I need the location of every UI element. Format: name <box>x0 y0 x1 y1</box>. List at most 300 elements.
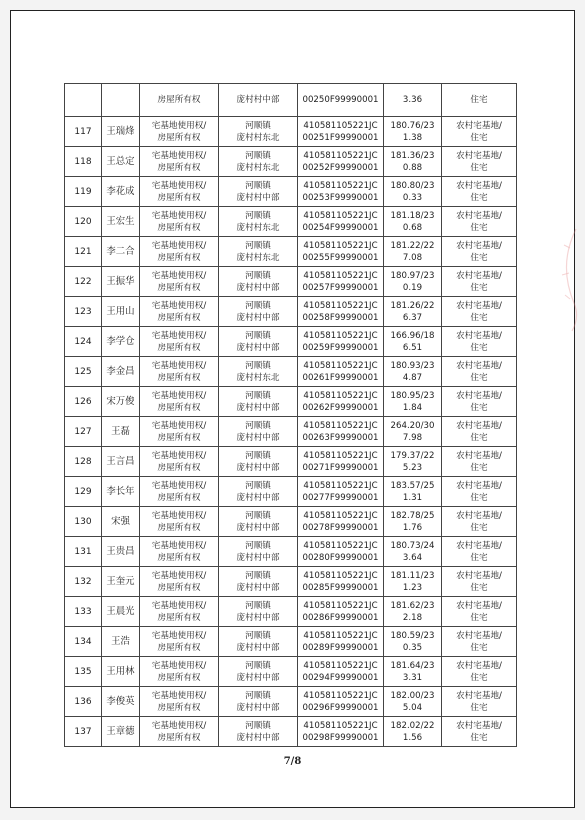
location-line-2: 庞村村中部 <box>236 402 280 413</box>
right-type <box>140 507 219 537</box>
table-row <box>65 357 517 387</box>
table-row <box>65 327 517 357</box>
owner-name <box>102 297 140 327</box>
right-type-line-1: 宅基地使用权/ <box>151 180 207 191</box>
right-type-line-2: 房屋所有权 <box>157 732 201 743</box>
area <box>384 657 442 687</box>
area-line-1: 179.37/22 <box>390 450 435 461</box>
area-line-2: 1.38 <box>402 132 423 143</box>
certificate-number-line-1: 410581105221JC <box>303 690 378 701</box>
table-row <box>65 597 517 627</box>
land-use-line-1: 农村宅基地/ <box>456 660 502 671</box>
land-use-line-1: 农村宅基地/ <box>456 450 502 461</box>
land-use-line-2: 住宅 <box>470 492 488 503</box>
land-use-line-2: 住宅 <box>470 282 488 293</box>
row-number-text: 123 <box>74 306 92 317</box>
land-use <box>442 627 517 657</box>
right-type-line-1: 宅基地使用权/ <box>151 510 207 521</box>
right-type <box>140 717 219 747</box>
row-number-text: 117 <box>74 126 92 137</box>
certificate-number: 00250F99990001 <box>298 84 384 117</box>
area-line-1: 182.78/25 <box>390 510 435 521</box>
owner-name-text: 宋强 <box>111 515 130 527</box>
location <box>219 447 298 477</box>
certificate-number-line-1: 410581105221JC <box>303 570 378 581</box>
location <box>219 537 298 567</box>
land-use-line-2: 住宅 <box>470 672 488 683</box>
right-type <box>140 117 219 147</box>
area-line-2: 0.68 <box>402 222 423 233</box>
location-line-1: 河顺镇 <box>245 480 271 491</box>
area-line-2: 2.18 <box>402 612 423 623</box>
area-line-2: 3.31 <box>402 672 423 683</box>
right-type-line-1: 宅基地使用权/ <box>151 630 207 641</box>
location-line-2: 庞村村中部 <box>236 552 280 563</box>
owner-name <box>102 687 140 717</box>
certificate-number-line-1: 410581105221JC <box>303 420 378 431</box>
right-type <box>140 417 219 447</box>
location <box>219 717 298 747</box>
owner-name <box>102 597 140 627</box>
right-type <box>140 207 219 237</box>
owner-name <box>102 207 140 237</box>
land-use-line-2: 住宅 <box>470 312 488 323</box>
land-use <box>442 267 517 297</box>
certificate-number <box>298 177 384 207</box>
certificate-number-line-2: 00257F99990001 <box>302 282 379 293</box>
land-use-line-2: 住宅 <box>470 162 488 173</box>
row-number <box>65 267 102 297</box>
row-number-text: 125 <box>74 366 92 377</box>
land-use <box>442 297 517 327</box>
location-line-2: 庞村村东北 <box>236 222 280 233</box>
land-use-line-1: 农村宅基地/ <box>456 720 502 731</box>
land-use <box>442 447 517 477</box>
location-line-2: 庞村村中部 <box>236 342 280 353</box>
area-line-1: 180.76/23 <box>390 120 435 131</box>
location-line-2: 庞村村中部 <box>236 672 280 683</box>
row-number-text: 132 <box>74 576 92 587</box>
certificate-number-line-1: 410581105221JC <box>303 450 378 461</box>
land-use <box>442 387 517 417</box>
row-number-text: 135 <box>74 666 92 677</box>
table-row <box>65 477 517 507</box>
area-line-1: 182.00/23 <box>390 690 435 701</box>
row-number <box>65 687 102 717</box>
owner-name-text: 李俊英 <box>106 695 135 707</box>
location-line-1: 河顺镇 <box>245 660 271 671</box>
row-number <box>65 147 102 177</box>
certificate-number-line-1: 410581105221JC <box>303 150 378 161</box>
location-line-2: 庞村村中部 <box>236 432 280 443</box>
land-use <box>442 207 517 237</box>
right-type <box>140 537 219 567</box>
row-number <box>65 357 102 387</box>
location-line-1: 河顺镇 <box>245 630 271 641</box>
certificate-number <box>298 687 384 717</box>
row-number <box>65 627 102 657</box>
area-line-1: 166.96/18 <box>390 330 435 341</box>
row-number <box>65 207 102 237</box>
area <box>384 597 442 627</box>
table-row <box>65 417 517 447</box>
certificate-number-line-2: 00259F99990001 <box>302 342 379 353</box>
certificate-number <box>298 207 384 237</box>
owner-name <box>102 417 140 447</box>
area-line-2: 6.51 <box>402 342 423 353</box>
right-type <box>140 627 219 657</box>
land-use-line-2: 住宅 <box>470 552 488 563</box>
location-line-1: 河顺镇 <box>245 120 271 131</box>
land-use <box>442 477 517 507</box>
certificate-number-line-2: 00278F99990001 <box>302 522 379 533</box>
row-number <box>65 177 102 207</box>
seal-stamp-fragment <box>552 225 582 335</box>
right-type <box>140 687 219 717</box>
land-use-line-1: 农村宅基地/ <box>456 270 502 281</box>
owner-name-text: 王奎元 <box>106 575 135 587</box>
location-line-2: 庞村村中部 <box>236 702 280 713</box>
area-line-1: 181.64/23 <box>390 660 435 671</box>
right-type-line-2: 房屋所有权 <box>157 672 201 683</box>
area-line-1: 180.93/23 <box>390 360 435 371</box>
location <box>219 687 298 717</box>
table-row <box>65 267 517 297</box>
location-line-2: 庞村村中部 <box>236 522 280 533</box>
certificate-number-line-2: 00286F99990001 <box>302 612 379 623</box>
certificate-number-line-2: 00258F99990001 <box>302 312 379 323</box>
right-type <box>140 387 219 417</box>
certificate-number <box>298 297 384 327</box>
location-line-1: 河顺镇 <box>245 270 271 281</box>
right-type-line-2: 房屋所有权 <box>157 432 201 443</box>
certificate-number-line-2: 00252F99990001 <box>302 162 379 173</box>
area-line-2: 1.31 <box>402 492 423 503</box>
owner-name-text: 王振华 <box>106 275 135 287</box>
area-line-1: 181.22/22 <box>390 240 435 251</box>
right-type-line-2: 房屋所有权 <box>157 252 201 263</box>
right-type-line-2: 房屋所有权 <box>157 282 201 293</box>
certificate-number-line-1: 410581105221JC <box>303 720 378 731</box>
area-line-2: 0.33 <box>402 192 423 203</box>
owner-name <box>102 117 140 147</box>
right-type-line-1: 宅基地使用权/ <box>151 120 207 131</box>
owner-name <box>102 84 140 117</box>
right-type-line-1: 宅基地使用权/ <box>151 270 207 281</box>
property-records-table <box>64 83 517 747</box>
right-type-line-2: 房屋所有权 <box>157 702 201 713</box>
owner-name-text: 李金昌 <box>106 365 135 377</box>
location <box>219 567 298 597</box>
area-line-1: 180.80/23 <box>390 180 435 191</box>
owner-name-text: 王用山 <box>106 305 135 317</box>
land-use <box>442 147 517 177</box>
right-type-line-1: 宅基地使用权/ <box>151 390 207 401</box>
row-number-text: 128 <box>74 456 92 467</box>
location-line-1: 河顺镇 <box>245 720 271 731</box>
certificate-number-line-1: 410581105221JC <box>303 180 378 191</box>
certificate-number-line-1: 410581105221JC <box>303 120 378 131</box>
land-use-line-1: 农村宅基地/ <box>456 600 502 611</box>
area-line-1: 180.95/23 <box>390 390 435 401</box>
certificate-number-line-1: 410581105221JC <box>303 510 378 521</box>
right-type-line-2: 房屋所有权 <box>157 222 201 233</box>
right-type <box>140 147 219 177</box>
right-type-line-1: 宅基地使用权/ <box>151 360 207 371</box>
right-type-line-1: 宅基地使用权/ <box>151 480 207 491</box>
owner-name-text: 王用林 <box>106 665 135 677</box>
land-use-line-2: 住宅 <box>470 642 488 653</box>
area-line-2: 1.56 <box>402 732 423 743</box>
area-line-2: 6.37 <box>402 312 423 323</box>
land-use-line-2: 住宅 <box>470 462 488 473</box>
location-line-2: 庞村村中部 <box>236 642 280 653</box>
certificate-number-line-2: 00289F99990001 <box>302 642 379 653</box>
right-type-line-2: 房屋所有权 <box>157 162 201 173</box>
row-number-text: 129 <box>74 486 92 497</box>
land-use-line-1: 农村宅基地/ <box>456 120 502 131</box>
owner-name <box>102 717 140 747</box>
area <box>384 537 442 567</box>
land-use <box>442 117 517 147</box>
land-use-line-2: 住宅 <box>470 132 488 143</box>
certificate-number <box>298 387 384 417</box>
owner-name-text: 王磊 <box>111 425 130 437</box>
row-number-text: 130 <box>74 516 92 527</box>
owner-name-text: 王浩 <box>111 635 130 647</box>
table-row <box>65 84 517 117</box>
row-number-text: 121 <box>74 246 92 257</box>
table-row <box>65 687 517 717</box>
location <box>219 297 298 327</box>
row-number <box>65 237 102 267</box>
certificate-number-line-2: 00271F99990001 <box>302 462 379 473</box>
row-number <box>65 297 102 327</box>
area <box>384 147 442 177</box>
row-number-text: 122 <box>74 276 92 287</box>
row-number <box>65 417 102 447</box>
land-use-line-1: 农村宅基地/ <box>456 570 502 581</box>
area <box>384 567 442 597</box>
area-line-2: 7.98 <box>402 432 423 443</box>
land-use <box>442 687 517 717</box>
owner-name <box>102 567 140 597</box>
owner-name-text: 王瑞烽 <box>106 125 135 137</box>
location-line-1: 河顺镇 <box>245 210 271 221</box>
certificate-number <box>298 567 384 597</box>
land-use-line-2: 住宅 <box>470 192 488 203</box>
location-line-1: 河顺镇 <box>245 300 271 311</box>
certificate-number <box>298 147 384 177</box>
row-number <box>65 84 102 117</box>
table-row <box>65 117 517 147</box>
right-type-line-1: 宅基地使用权/ <box>151 540 207 551</box>
owner-name-text: 王言昌 <box>106 455 135 467</box>
owner-name <box>102 237 140 267</box>
owner-name-text: 王章德 <box>106 725 135 737</box>
right-type <box>140 567 219 597</box>
area-line-2: 1.84 <box>402 402 423 413</box>
land-use <box>442 177 517 207</box>
land-use <box>442 597 517 627</box>
row-number-text: 131 <box>74 546 92 557</box>
land-use-line-1: 农村宅基地/ <box>456 300 502 311</box>
land-use-line-1: 农村宅基地/ <box>456 510 502 521</box>
right-type-line-1: 宅基地使用权/ <box>151 600 207 611</box>
area <box>384 417 442 447</box>
area <box>384 477 442 507</box>
certificate-number-line-1: 410581105221JC <box>303 210 378 221</box>
location-line-1: 河顺镇 <box>245 600 271 611</box>
area-line-2: 0.35 <box>402 642 423 653</box>
certificate-number-line-2: 00255F99990001 <box>302 252 379 263</box>
area <box>384 447 442 477</box>
owner-name <box>102 147 140 177</box>
land-use-line-1: 农村宅基地/ <box>456 540 502 551</box>
row-number <box>65 567 102 597</box>
right-type-line-2: 房屋所有权 <box>157 492 201 503</box>
owner-name-text: 王晨光 <box>106 605 135 617</box>
land-use: 住宅 <box>442 84 517 117</box>
table-row <box>65 567 517 597</box>
owner-name-text: 王贵昌 <box>106 545 135 557</box>
location <box>219 327 298 357</box>
land-use-line-2: 住宅 <box>470 342 488 353</box>
land-use <box>442 657 517 687</box>
location-line-2: 庞村村东北 <box>236 372 280 383</box>
land-use-line-2: 住宅 <box>470 252 488 263</box>
row-number <box>65 117 102 147</box>
right-type <box>140 357 219 387</box>
location-line-1: 河顺镇 <box>245 510 271 521</box>
location-line-1: 河顺镇 <box>245 690 271 701</box>
owner-name <box>102 447 140 477</box>
land-use-line-2: 住宅 <box>470 702 488 713</box>
owner-name-text: 王宏生 <box>106 215 135 227</box>
location <box>219 387 298 417</box>
land-use <box>442 537 517 567</box>
table-row <box>65 297 517 327</box>
certificate-number <box>298 597 384 627</box>
owner-name <box>102 327 140 357</box>
right-type <box>140 267 219 297</box>
page-number: 7/8 <box>283 756 302 767</box>
certificate-number-line-2: 00277F99990001 <box>302 492 379 503</box>
owner-name-text: 李长年 <box>106 485 135 497</box>
table-row <box>65 237 517 267</box>
location-line-2: 庞村村中部 <box>236 582 280 593</box>
right-type <box>140 237 219 267</box>
land-use <box>442 567 517 597</box>
land-use <box>442 237 517 267</box>
location-line-2: 庞村村中部 <box>236 732 280 743</box>
area <box>384 237 442 267</box>
land-use-line-2: 住宅 <box>470 582 488 593</box>
owner-name <box>102 477 140 507</box>
table-row <box>65 447 517 477</box>
certificate-number-line-2: 00254F99990001 <box>302 222 379 233</box>
location-line-1: 河顺镇 <box>245 450 271 461</box>
row-number-text: 134 <box>74 636 92 647</box>
table-row <box>65 177 517 207</box>
row-number-text: 136 <box>74 696 92 707</box>
location <box>219 417 298 447</box>
location-line-1: 河顺镇 <box>245 420 271 431</box>
table-row <box>65 657 517 687</box>
location <box>219 177 298 207</box>
area <box>384 687 442 717</box>
location-line-1: 河顺镇 <box>245 390 271 401</box>
right-type-line-1: 宅基地使用权/ <box>151 690 207 701</box>
area-line-1: 183.57/25 <box>390 480 435 491</box>
location-line-1: 河顺镇 <box>245 240 271 251</box>
certificate-number <box>298 417 384 447</box>
row-number-text: 133 <box>74 606 92 617</box>
table-row <box>65 507 517 537</box>
right-type-line-1: 宅基地使用权/ <box>151 450 207 461</box>
right-type <box>140 447 219 477</box>
right-type-line-1: 宅基地使用权/ <box>151 210 207 221</box>
certificate-number <box>298 237 384 267</box>
location-line-2: 庞村村中部 <box>236 492 280 503</box>
right-type-line-2: 房屋所有权 <box>157 342 201 353</box>
location-line-1: 河顺镇 <box>245 180 271 191</box>
area-line-2: 0.19 <box>402 282 423 293</box>
certificate-number <box>298 537 384 567</box>
right-type-line-1: 宅基地使用权/ <box>151 300 207 311</box>
area: 3.36 <box>384 84 442 117</box>
right-type-line-2: 房屋所有权 <box>157 462 201 473</box>
right-type-line-2: 房屋所有权 <box>157 192 201 203</box>
area <box>384 297 442 327</box>
area <box>384 267 442 297</box>
owner-name-text: 王总定 <box>106 155 135 167</box>
certificate-number-line-2: 00253F99990001 <box>302 192 379 203</box>
area-line-2: 0.88 <box>402 162 423 173</box>
location-line-1: 河顺镇 <box>245 540 271 551</box>
owner-name-text: 李二合 <box>106 245 135 257</box>
area-line-2: 3.64 <box>402 552 423 563</box>
land-use-line-1: 农村宅基地/ <box>456 420 502 431</box>
area <box>384 177 442 207</box>
certificate-number-line-1: 410581105221JC <box>303 270 378 281</box>
area-line-1: 180.97/23 <box>390 270 435 281</box>
location-line-1: 河顺镇 <box>245 570 271 581</box>
location-line-2: 庞村村中部 <box>236 462 280 473</box>
row-number <box>65 477 102 507</box>
right-type <box>140 477 219 507</box>
land-use <box>442 357 517 387</box>
land-use-line-2: 住宅 <box>470 372 488 383</box>
owner-name-text: 李花成 <box>106 185 135 197</box>
right-type <box>140 177 219 207</box>
land-use-line-2: 住宅 <box>470 522 488 533</box>
location <box>219 357 298 387</box>
certificate-number-line-1: 410581105221JC <box>303 630 378 641</box>
row-number-text: 119 <box>74 186 92 197</box>
right-type <box>140 657 219 687</box>
owner-name <box>102 537 140 567</box>
owner-name <box>102 657 140 687</box>
row-number <box>65 597 102 627</box>
row-number <box>65 657 102 687</box>
area-line-1: 182.02/22 <box>390 720 435 731</box>
certificate-number <box>298 357 384 387</box>
right-type-line-2: 房屋所有权 <box>157 312 201 323</box>
owner-name <box>102 177 140 207</box>
area-line-2: 1.23 <box>402 582 423 593</box>
document-page <box>10 10 575 808</box>
